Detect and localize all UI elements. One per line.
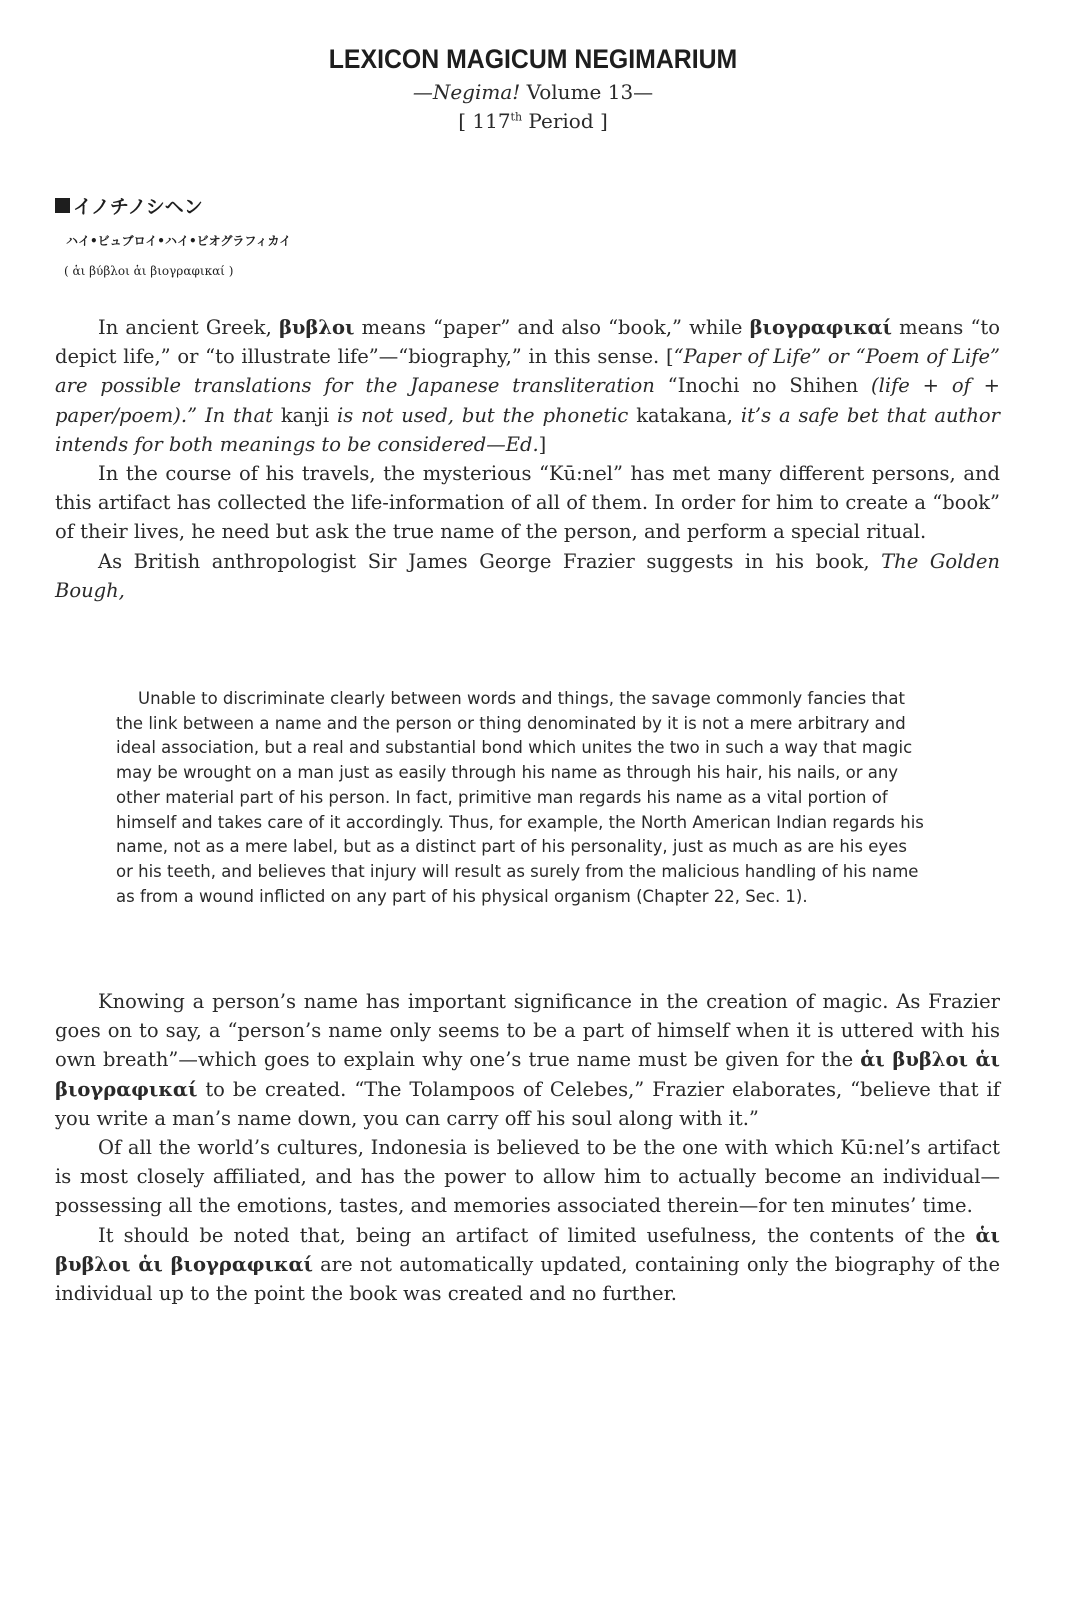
- p3-book-title: The Golden Bough,: [55, 549, 1000, 602]
- entry-heading: [55, 192, 203, 219]
- volume-subtitle: [0, 80, 1066, 104]
- entry-greek-label: ( ἁι βύβλοι ἁι βιογραφικαί ): [64, 264, 234, 278]
- paragraph-2: In the course of his travels, the mysterious “Kū:nel” has met many different persons, and this artifact has collected the life-information of all of them. In order for him to create a “book” of their lives, he need but ask the true name of the person, and perform a special ritual.: [55, 462, 1000, 544]
- p1-text-f: katakana,: [628, 403, 741, 427]
- body-section-1: [55, 313, 1000, 605]
- p1-editor-note-2: (life + of + paper/poem).” In that: [55, 374, 1001, 427]
- volume-subtitle-rest: Volume 13—: [520, 80, 654, 104]
- volume-subtitle-italic: —Negima!: [412, 80, 521, 104]
- p1-text-b: means “paper” and also “book,” while: [354, 316, 750, 339]
- period-open: [ 117: [458, 109, 511, 133]
- period-label: [0, 109, 1066, 133]
- quote-text: Unable to discriminate clearly between words and things, the savage commonly fancies that the link between a name and the person or thing denominated by it is not a mere arbitrary and ideal association, but a real and substantial bond which unites the two in such a way that magic may be wrought on a man just as easily through his name as through his hair, his nails, or any other material part of his person. In fact, primitive man regards his name as a vital portion of himself and takes care of it accordingly. Thus, for example, the North American Indian regards his name, not as a mere label, but as a distinct part of his personality, just as much as are his eyes or his teeth, and believes that injury will result as surely from the malicious handling of his name as from a wound inflicted on any part of his physical organism (Chapter 22, Sec. 1).: [116, 689, 924, 906]
- p4-text-a: Knowing a person’s name has important significance in the creation of magic. As Frazier goes on to say, a “person’s name only seems to be a part of himself when it is uttered with his own breath”—which goes to explain why one’s true name must be given for the: [55, 990, 1000, 1072]
- p6-text-b: are not automatically updated, containing only the biography of the individual up to the point the book was created and no further.: [55, 1252, 1000, 1306]
- p1-greek-1: βυβλοι: [278, 316, 355, 339]
- p4-greek: ἁι βυβλοι ἁι βιογραφικαί: [55, 1048, 1000, 1101]
- p6-greek: ἁι βυβλοι ἁι βιογραφικαί: [55, 1223, 1000, 1276]
- p1-text-c: means “to depict life,” or “to illustrate life”—“biography,” in this sense. [: [55, 316, 1000, 369]
- p1-greek-2: βιογραφικαί: [749, 316, 892, 339]
- period-sup: th: [510, 110, 523, 124]
- p1-editor-note-1: “Paper of Life” or “Poem of Life” are possible translations for the Japanese transliteration: [55, 345, 1000, 398]
- p4-text-b: to be created. “The Tolampoos of Celebes,” Frazier elaborates, “believe that if you write a man’s name down, you can carry off his soul along with it.”: [55, 1077, 1000, 1130]
- paragraph-6: [55, 1221, 1000, 1309]
- paragraph-5: Of all the world’s cultures, Indonesia is believed to be the one with which Kū:nel’s artifact is most closely affiliated, and has the power to allow him to actually become an individual—possessing all the emotions, tastes, and memories associated therein—for ten minutes’ time.: [55, 1136, 1000, 1218]
- block-quote: [116, 687, 928, 909]
- paragraph-1: [55, 313, 1000, 459]
- p3-text-a: As British anthropologist Sir James George Frazier suggests in his book,: [98, 549, 882, 573]
- page-title: LEXICON MAGICUM NEGIMARIUM: [328, 44, 738, 74]
- p1-editor-note-3: is not used, but the phonetic: [337, 403, 629, 427]
- p1-text-a: In ancient Greek,: [98, 316, 279, 339]
- p1-editor-note-4: it’s a safe bet that author intends for both meanings to be considered—Ed.: [55, 403, 1000, 456]
- p1-text-e: kanji: [272, 403, 338, 427]
- body-section-2: [55, 987, 1000, 1308]
- p1-text-d: “Inochi no Shihen: [654, 374, 871, 398]
- paragraph-3: [55, 547, 1000, 605]
- period-close: Period ]: [522, 109, 608, 133]
- paragraph-4: [55, 987, 1000, 1133]
- entry-name: イノチノシヘン: [73, 196, 203, 218]
- black-square-icon: [55, 198, 70, 213]
- entry-reading: ハイ•ビュブロイ•ハイ•ビオグラフィカイ: [66, 234, 292, 248]
- p6-text-a: It should be noted that, being an artifact of limited usefulness, the contents of the: [98, 1223, 976, 1247]
- p1-text-g: ]: [538, 432, 547, 456]
